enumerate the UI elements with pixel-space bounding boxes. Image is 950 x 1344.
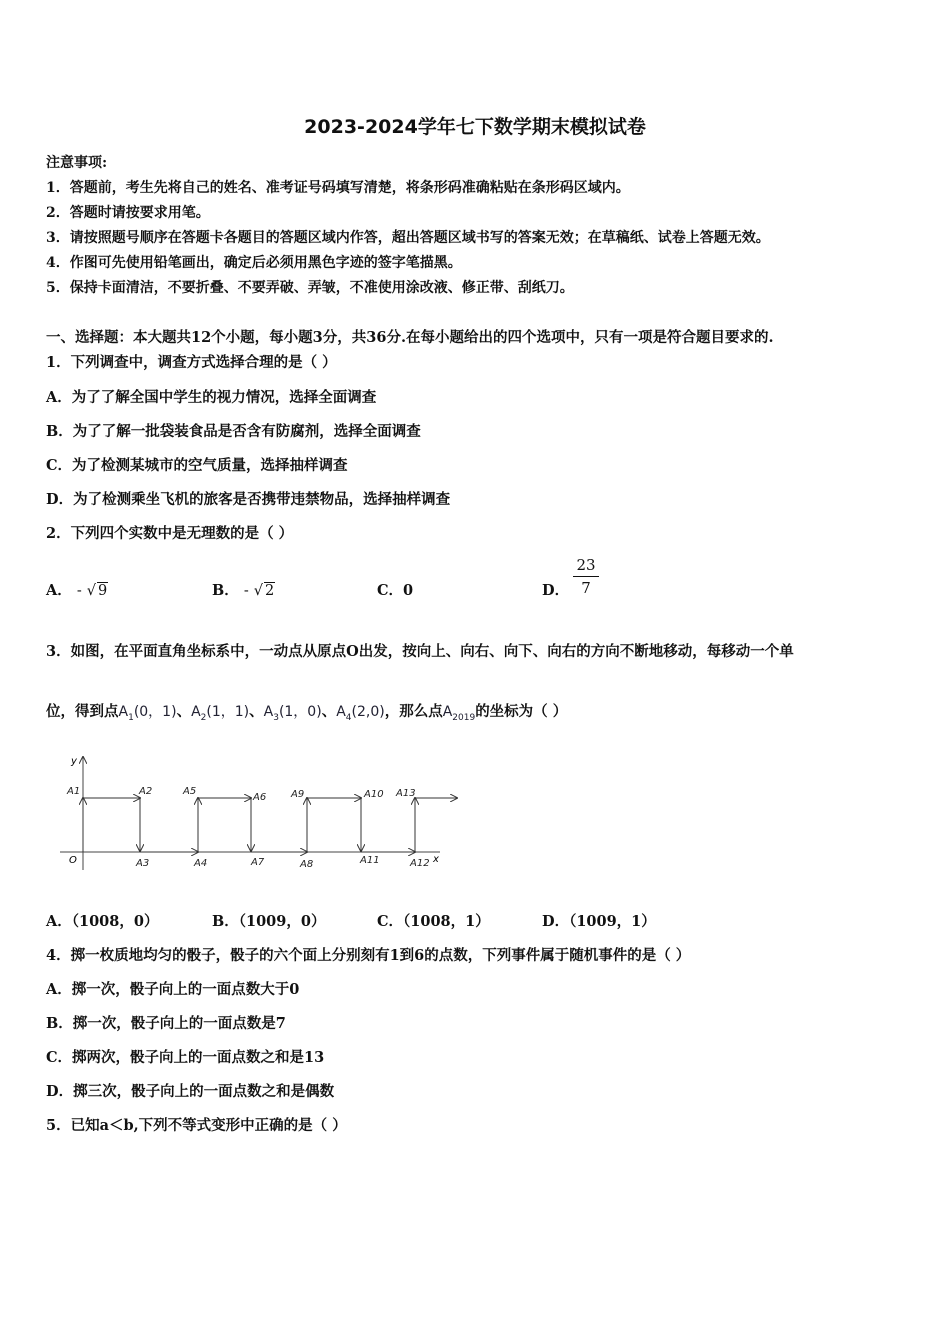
question-2-option-c: [377, 579, 413, 600]
question-4-option-a: A．掷一次，骰子向上的一面点数大于0: [46, 981, 300, 998]
point-label: A11: [360, 855, 380, 866]
x-axis-label: x: [433, 854, 439, 865]
point-label: A5: [183, 786, 197, 797]
point-a3: $A_3(1$，0): [263, 704, 322, 723]
minus-sign: -: [76, 583, 82, 599]
question-3-option-d: D．（1009，1）: [542, 913, 656, 930]
y-axis-label: y: [71, 756, 77, 767]
question-3-option-b: B．（1009，0）: [212, 913, 326, 930]
question-3-stem-line2: [46, 700, 567, 723]
option-value: 0: [403, 582, 414, 599]
note-item: 2．答题时请按要求用笔。: [46, 205, 210, 221]
page-title: 2023-2024学年七下数学期末模拟试卷: [304, 116, 646, 138]
question-2-option-a: [46, 579, 108, 600]
question-4-option-d: D．掷三次，骰子向上的一面点数之和是偶数: [46, 1083, 335, 1100]
minus-sign: -: [243, 583, 249, 599]
point-label: A6: [253, 792, 267, 803]
point-label: A10: [364, 789, 384, 800]
origin-label: O: [69, 855, 77, 866]
question-1-option-b: B．为了了解一批袋装食品是否含有防腐剂，选择全面调查: [46, 423, 421, 440]
question-2-stem: 2．下列四个实数中是无理数的是（ ）: [46, 525, 294, 542]
note-item: 1．答题前，考生先将自己的姓名、准考证号码填写清楚，将条形码准确粘贴在条形码区域内。: [46, 180, 630, 196]
option-label: C．: [377, 582, 404, 599]
point-label: A2: [139, 786, 153, 797]
point-label: A7: [251, 857, 265, 868]
sqrt-expression: √ 2: [253, 583, 275, 599]
point-label: A12: [410, 858, 430, 869]
fraction: [573, 556, 599, 597]
question-1-option-a: A．为了了解全国中学生的视力情况，选择全面调查: [46, 389, 377, 406]
section-heading: 一、选择题：本大题共12个小题，每小题3分，共36分.在每小题给出的四个选项中，只有一项是符合题目要求的.: [46, 329, 774, 346]
notes-heading: 注意事项:: [46, 155, 108, 171]
sqrt-expression: √ 9: [86, 583, 108, 599]
option-label: B．: [212, 582, 239, 599]
stem-text: 的坐标为（ ）: [475, 703, 568, 720]
point-label: A1: [67, 786, 81, 797]
point-label: A9: [291, 789, 305, 800]
option-label: A．: [46, 582, 72, 599]
question-4-option-c: C．掷两次，骰子向上的一面点数之和是13: [46, 1049, 325, 1066]
question-1-stem: 1．下列调查中，调查方式选择合理的是（ ）: [46, 354, 337, 371]
point-a1: $A_1(0$，1): [118, 704, 177, 723]
question-2-option-d: [542, 579, 569, 600]
question-5-stem: 5．已知a＜b,下列不等式变形中正确的是（ ）: [46, 1117, 347, 1134]
note-item: 4．作图可先使用铅笔画出，确定后必须用黑色字迹的签字笔描黑。: [46, 255, 462, 271]
coordinate-figure: [55, 752, 475, 877]
point-a2: $A_2(1$，1): [191, 704, 250, 723]
stem-text: ，那么点: [384, 703, 443, 720]
note-item: 3．请按照题号顺序在答题卡各题目的答题区域内作答，超出答题区域书写的答案无效；在草稿纸、试卷上答题无效。: [46, 230, 770, 246]
point-a2019: $A_{2019}$: [442, 704, 476, 723]
question-3-option-c: C．（1008，1）: [377, 913, 490, 930]
question-3-stem-line1: 3．如图，在平面直角坐标系中，一动点从原点O出发，按向上、向右、向下、向右的方向不断地移动，每移动一个单: [46, 643, 794, 660]
option-label: D．: [542, 582, 570, 599]
point-label: A3: [136, 858, 150, 869]
question-1-option-d: D．为了检测乘坐飞机的旅客是否携带违禁物品，选择抽样调查: [46, 491, 451, 508]
point-label: A13: [396, 788, 416, 799]
question-4-stem: 4．掷一枚质地均匀的骰子，骰子的六个面上分别刻有1到6的点数，下列事件属于随机事件的是（ ）: [46, 947, 691, 964]
separator: 、: [176, 703, 192, 720]
point-label: A8: [300, 859, 314, 870]
radicand: 9: [98, 583, 108, 599]
question-1-option-c: C．为了检测某城市的空气质量，选择抽样调查: [46, 457, 348, 474]
separator: 、: [321, 703, 337, 720]
question-2-option-b: [212, 579, 275, 600]
question-3-option-a: A．（1008，0）: [46, 913, 159, 930]
fraction-denominator: 7: [581, 579, 591, 597]
note-item: 5．保持卡面清洁，不要折叠、不要弄破、弄皱，不准使用涂改液、修正带、刮纸刀。: [46, 280, 574, 296]
fraction-numerator: 23: [573, 556, 599, 577]
question-4-option-b: B．掷一次，骰子向上的一面点数是7: [46, 1015, 286, 1032]
point-label: A4: [194, 858, 208, 869]
radicand: 2: [265, 583, 275, 599]
point-a4: $A_4(2,0)$: [336, 704, 385, 723]
stem-text: 位，得到点: [46, 703, 119, 720]
separator: 、: [249, 703, 264, 720]
